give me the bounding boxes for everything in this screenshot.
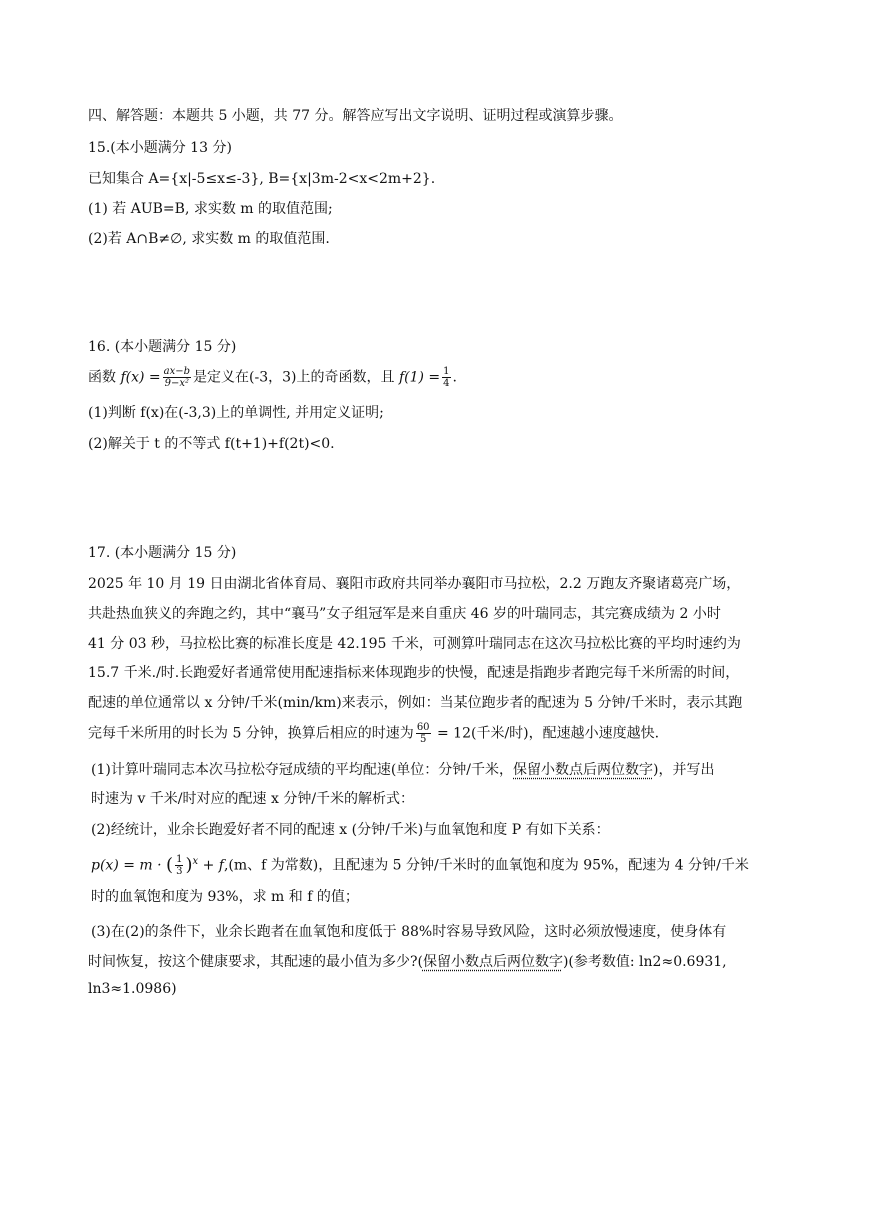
q17-formula-exponent: x <box>192 856 199 867</box>
q16-frac-numerator: ax−b <box>163 366 191 377</box>
q17-speed-numerator: 60 <box>416 722 430 733</box>
q17-part2-line3: 时的血氧饱和度为 93%，求 m 和 f 的值； <box>91 889 359 905</box>
q17-part2-formula-line <box>91 852 749 877</box>
q16-stem-end: . <box>452 369 457 386</box>
q15-part1: (1) 若 AUB=B, 求实数 m 的取值范围; <box>88 201 333 217</box>
q16-fx: f(x) = <box>120 369 161 386</box>
q17-para-line6-end: = 12(千米/时)，配速越小速度越快. <box>432 725 660 742</box>
q17-part3-line3: ln3≈1.0986) <box>88 981 177 997</box>
q16-part1: (1)判断 f(x)在(-3,3)上的单调性, 并用定义证明; <box>88 405 384 421</box>
q17-part3-line2 <box>88 952 727 972</box>
q17-para-line5: 配速的单位通常以 x 分钟/千米(min/km)来表示，例如：当某位跑步者的配速为 5 分钟/千米时，表示其跑 <box>88 695 743 711</box>
q16-f1: f(1) = <box>398 369 441 386</box>
q17-part2-line1: (2)经统计，业余长跑爱好者不同的配速 x (分钟/千米)与血氧饱和度 P 有如下关系： <box>91 822 610 838</box>
q17-part1-line1 <box>91 760 714 780</box>
q16-stem-prefix: 函数 <box>88 369 121 386</box>
q17-para-line1: 2025 年 10 月 19 日由湖北省体育局、襄阳市政府共同举办襄阳市马拉松，2.2 万跑友齐聚诸葛亮广场， <box>88 576 741 592</box>
q17-para-line2: 共赴热血狭义的奔跑之约，其中“襄马”女子组冠军是来自重庆 46 岁的叶瑞同志，其完赛成绩为 2 小时 <box>88 606 721 622</box>
q17-formula-denominator: 3 <box>176 866 183 878</box>
q17-part1-emphasis: 保留小数点后两位数字 <box>513 762 654 778</box>
q17-right-paren: ) <box>185 854 193 876</box>
q17-speed-denominator: 5 <box>419 734 427 745</box>
q17-formula-numerator: 1 <box>176 854 183 866</box>
q16-stem <box>88 366 457 389</box>
q16-part2: (2)解关于 t 的不等式 f(t+1)+f(2t)<0. <box>88 436 335 452</box>
q17-part3-text-end: )(参考数值: ln2≈0.6931, <box>562 954 727 970</box>
q16-fraction <box>163 366 191 389</box>
q16-f1-fraction <box>442 366 450 389</box>
q16-f1-denominator: 4 <box>443 378 450 389</box>
q17-para-line6 <box>88 722 659 745</box>
q17-part1-line2: 时速为 v 千米/时对应的配速 x 分钟/千米的解析式： <box>91 791 415 807</box>
q17-formula-fraction <box>175 854 183 877</box>
q15-title: 15.(本小题满分 13 分) <box>88 140 232 156</box>
q16-stem-mid: 是定义在(-3，3)上的奇函数，且 <box>193 369 399 386</box>
q17-para-line4: 15.7 千米./时.长跑爱好者通常使用配速指标来体现跑步的快慢，配速是指跑步者跑完每千米所需的时间， <box>88 665 740 681</box>
section-heading: 四、解答题：本题共 5 小题，共 77 分。解答应写出文字说明、证明过程或演算步骤。 <box>88 108 623 124</box>
q17-formula-rhs: + f <box>198 857 224 874</box>
q16-frac-denominator: 9−x² <box>164 378 190 389</box>
q17-title: 17. (本小题满分 15 分) <box>88 545 237 561</box>
q17-part3-line1: (3)在(2)的条件下，业余长跑者在血氧饱和度低于 88%时容易导致风险，这时必须放慢速度，使身体有 <box>91 924 727 940</box>
q16-f1-numerator: 1 <box>443 366 450 377</box>
q17-para-line6-text: 完每千米所用的时长为 5 分钟，换算后相应的时速为 <box>88 725 414 742</box>
q17-part1-text-end: )，并写出 <box>653 762 715 778</box>
q17-part3-emphasis: 保留小数点后两位数字 <box>422 954 563 970</box>
q15-stem: 已知集合 A={x|-5≤x≤-3}, B={x|3m-2<x<2m+2}. <box>88 171 436 187</box>
q17-speed-fraction <box>416 722 431 745</box>
q17-left-paren: ( <box>166 854 174 876</box>
q17-para-line3: 41 分 03 秒，马拉松比赛的标准长度是 42.195 千米，可测算叶瑞同志在这次马拉松比赛的平均时速约为 <box>88 636 741 652</box>
q17-formula-lhs: p(x) = m · <box>91 857 167 874</box>
q17-part1-text: (1)计算叶瑞同志本次马拉松夺冠成绩的平均配速(单位：分钟/千米， <box>91 762 514 778</box>
q17-part2-line2-text: ,(m、f 为常数)，且配速为 5 分钟/千米时的血氧饱和度为 95%，配速为 4 分钟/千米 <box>223 857 749 874</box>
q17-part3-text: 时间恢复，按这个健康要求，其配速的最小值为多少?( <box>88 954 423 970</box>
q15-part2: (2)若 A∩B≠∅, 求实数 m 的取值范围. <box>88 231 330 247</box>
q16-title: 16. (本小题满分 15 分) <box>88 339 237 355</box>
